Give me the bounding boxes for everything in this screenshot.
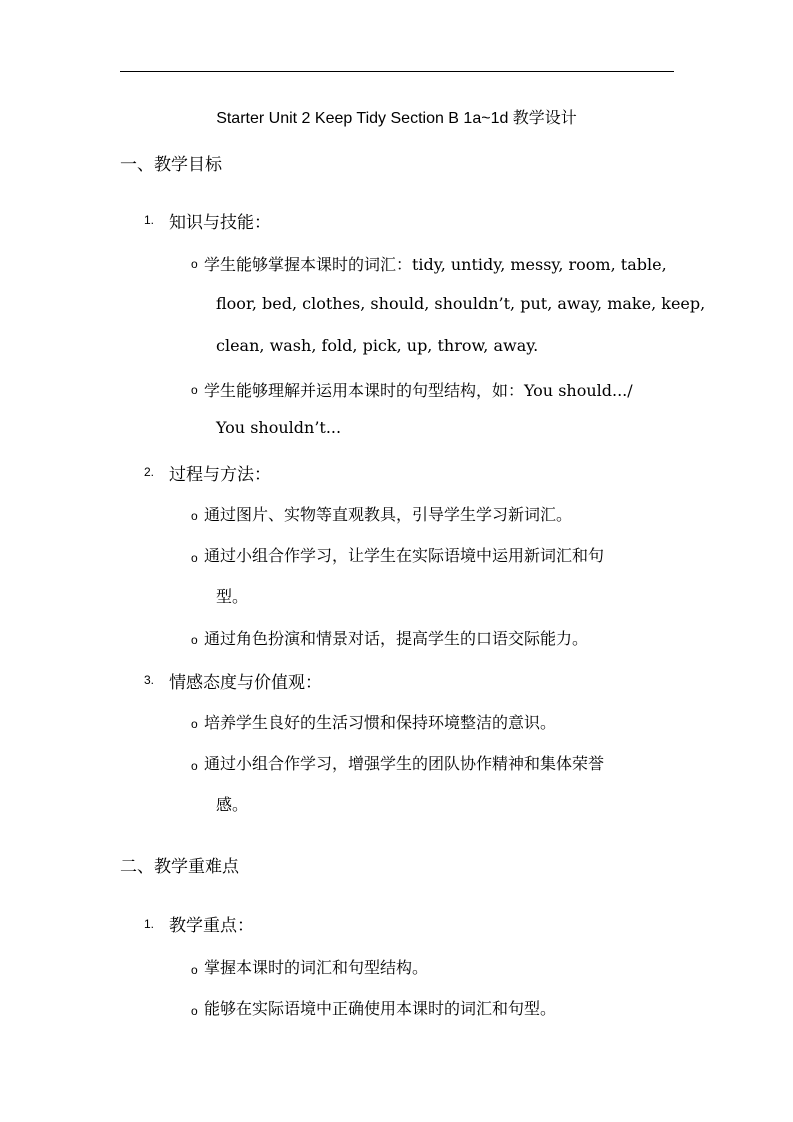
item-label: 知识与技能： bbox=[169, 213, 271, 233]
bullet-text: 掌握本课时的词汇和句型结构。 bbox=[204, 958, 429, 977]
bullet-text-continued: 感。 bbox=[216, 795, 249, 814]
bullet-marker: o bbox=[191, 509, 198, 523]
bullet-marker: o bbox=[191, 963, 198, 977]
bullet-text: 学生能够理解并运用本课时的句型结构，如：You should.../ bbox=[204, 381, 633, 400]
item-number: 1. bbox=[144, 213, 155, 227]
bullet-marker: o bbox=[191, 1004, 198, 1018]
bullet-text: 通过角色扮演和情景对话，提高学生的口语交际能力。 bbox=[204, 629, 589, 648]
item-number: 1. bbox=[144, 917, 155, 931]
bullet-text: 通过小组合作学习，增强学生的团队协作精神和集体荣誉 bbox=[204, 754, 605, 773]
section-heading: 一、教学目标 bbox=[120, 155, 222, 175]
item-label: 情感态度与价值观： bbox=[169, 673, 322, 693]
bullet-text: 学生能够掌握本课时的词汇：tidy, untidy, messy, room, table, bbox=[204, 255, 667, 274]
item-number: 2. bbox=[144, 465, 155, 479]
bullet-text-continued: 型。 bbox=[216, 587, 249, 606]
bullet-text: 通过小组合作学习，让学生在实际语境中运用新词汇和句 bbox=[204, 546, 605, 565]
bullet-marker: o bbox=[191, 383, 198, 397]
bullet-text: 培养学生良好的生活习惯和保持环境整洁的意识。 bbox=[204, 713, 557, 732]
bullet-marker: o bbox=[191, 759, 198, 773]
bullet-text: 通过图片、实物等直观教具，引导学生学习新词汇。 bbox=[204, 505, 573, 524]
item-label: 过程与方法： bbox=[169, 465, 271, 485]
bullet-text-continued: floor, bed, clothes, should, shouldn’t, put, away, make, keep, bbox=[216, 294, 706, 313]
bullet-marker: o bbox=[191, 551, 198, 565]
bullet-marker: o bbox=[191, 717, 198, 731]
bullet-text: 能够在实际语境中正确使用本课时的词汇和句型。 bbox=[204, 999, 557, 1018]
section-heading: 二、教学重难点 bbox=[120, 857, 239, 877]
bullet-marker: o bbox=[191, 633, 198, 647]
header-rule bbox=[120, 71, 674, 72]
item-number: 3. bbox=[144, 673, 155, 687]
bullet-text-continued: You shouldn’t... bbox=[216, 418, 342, 437]
item-label: 教学重点： bbox=[169, 916, 254, 936]
document-title: Starter Unit 2 Keep Tidy Section B 1a~1d 教学设计 bbox=[216, 110, 577, 127]
bullet-marker: o bbox=[191, 257, 198, 271]
bullet-text-continued: clean, wash, fold, pick, up, throw, away. bbox=[216, 336, 539, 355]
